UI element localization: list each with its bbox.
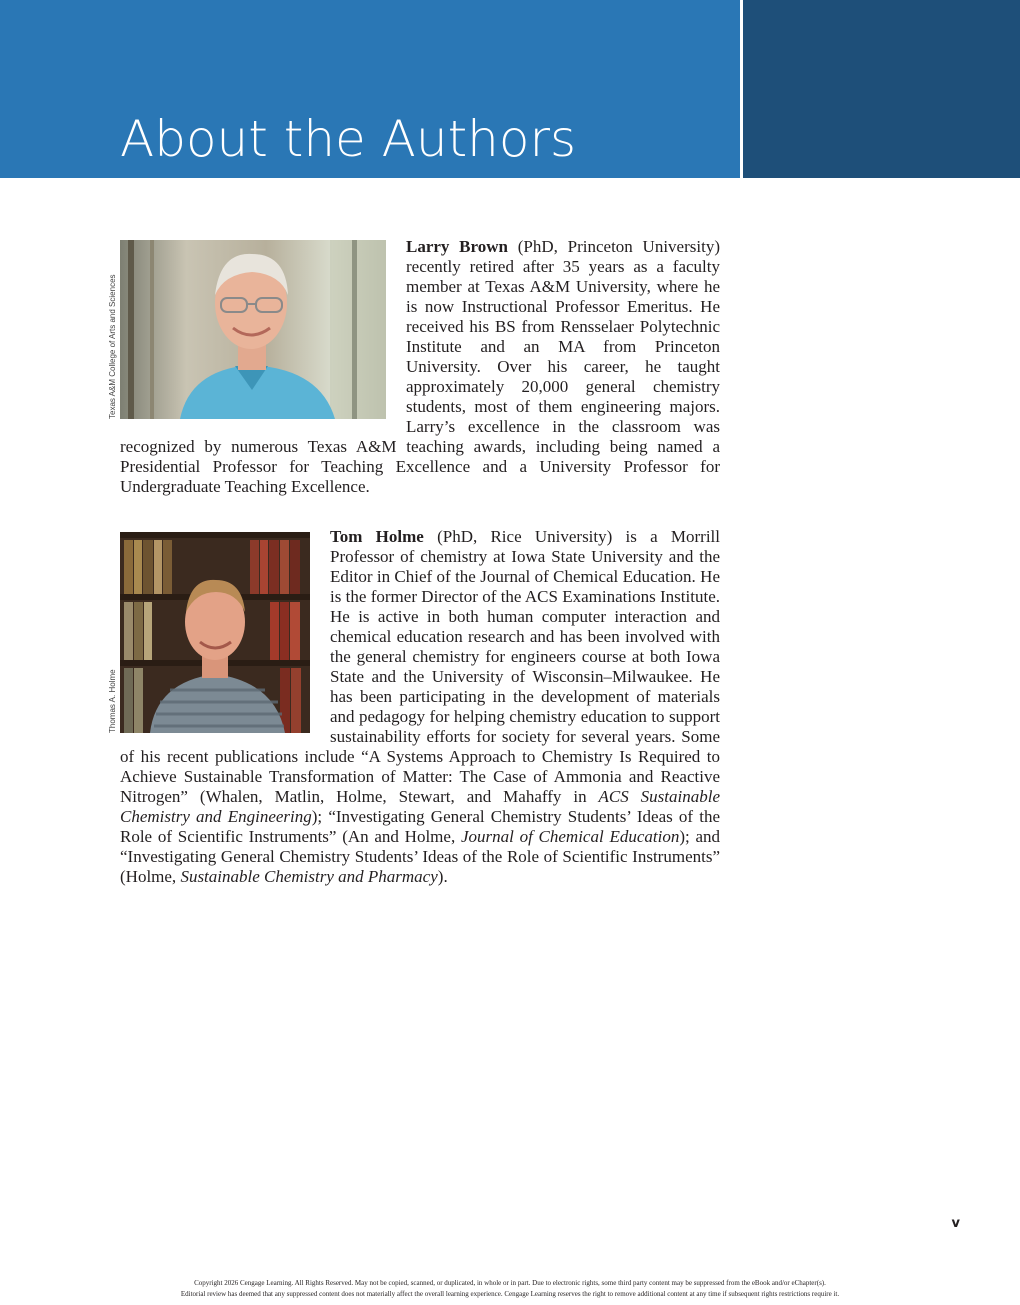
portrait-tom-holme-image [120, 532, 310, 733]
page-number: v [951, 1216, 960, 1231]
page-title: About the Authors [120, 110, 577, 168]
bio-body-brown: (PhD, Princeton University) recently retired after 35 years as a faculty member at Texas A&M University, where he is now Instructional Professor Emeritus. He received his BS from Rensselaer Polytechnic Institute and an MA from Princeton University. Over his career, he taught approximately 20,000 general chemistry students, most of them engineering majors. Larry’s excellence in the classroom was recognized by numerous Texas A&M teaching awards, including being named a Presidential Professor for Teaching Excellence and a University Professor for Undergraduate Teaching Excellence. [120, 237, 720, 496]
bio-body-holme-2: ); “Investigating General Chemistry Students’ Ideas of the Role of Scientific Instruments” (An and Holme, [120, 807, 721, 846]
author-photo-tom-holme [120, 532, 310, 733]
citation-title-2: Journal of Chemical Education [460, 827, 680, 846]
photo-credit-brown: Texas A&M College of Arts and Sciences [108, 274, 117, 419]
author-name-holme: Tom Holme [330, 527, 424, 546]
author-photo-larry-brown [120, 240, 386, 419]
header-side-panel [743, 0, 1020, 178]
author-bio-brown [120, 237, 720, 497]
header-band [0, 0, 740, 178]
copyright-line-1: Copyright 2026 Cengage Learning. All Rights Reserved. May not be copied, scanned, or duplicated, in whole or in part. Due to electronic rights, some third party content may be suppressed from the eBook and/or eChapter(s). [194, 1279, 826, 1287]
bio-body-holme-4: ). [437, 867, 448, 886]
photo-credit-holme: Thomas A. Holme [108, 669, 117, 733]
author-bio-holme [120, 527, 720, 887]
portrait-larry-brown-image [120, 240, 386, 419]
bio-body-holme-3: ); and “Investigating General Chemistry Students’ Ideas of the Role of Scientific Instruments” (Holme, [120, 827, 721, 886]
author-name-brown: Larry Brown [406, 237, 508, 256]
citation-title-1: ACS Sustainable Chemistry and Engineering [120, 787, 721, 826]
copyright-notice [0, 1278, 1020, 1300]
bio-body-holme-1: (PhD, Rice University) is a Morrill Professor of chemistry at Iowa State University and the Editor in Chief of the Journal of Chemical Education. He is the former Director of the ACS Examinations Institute. He is active in both human computer interaction and chemical education research and has been involved with the general chemistry for engineers course at both Iowa State and the University of Wisconsin–Milwaukee. He has been participating in the development of materials and pedagogy for helping chemistry education to support sustainability efforts for society for several years. Some of his recent publications include “A Systems Approach to Chemistry Is Required to Achieve Sustainable Transformation of Matter: The Case of Ammonia and Reactive Nitrogen” (Whalen, Matlin, Holme, Stewart, and Mahaffy in [120, 527, 721, 806]
citation-title-3: Sustainable Chemistry and Pharmacy [180, 867, 438, 886]
copyright-line-2: Editorial review has deemed that any suppressed content does not materially affect the overall learning experience. Cengage Learning reserves the right to remove additional content at any time if subsequent rights restrictions require it. [180, 1290, 840, 1298]
